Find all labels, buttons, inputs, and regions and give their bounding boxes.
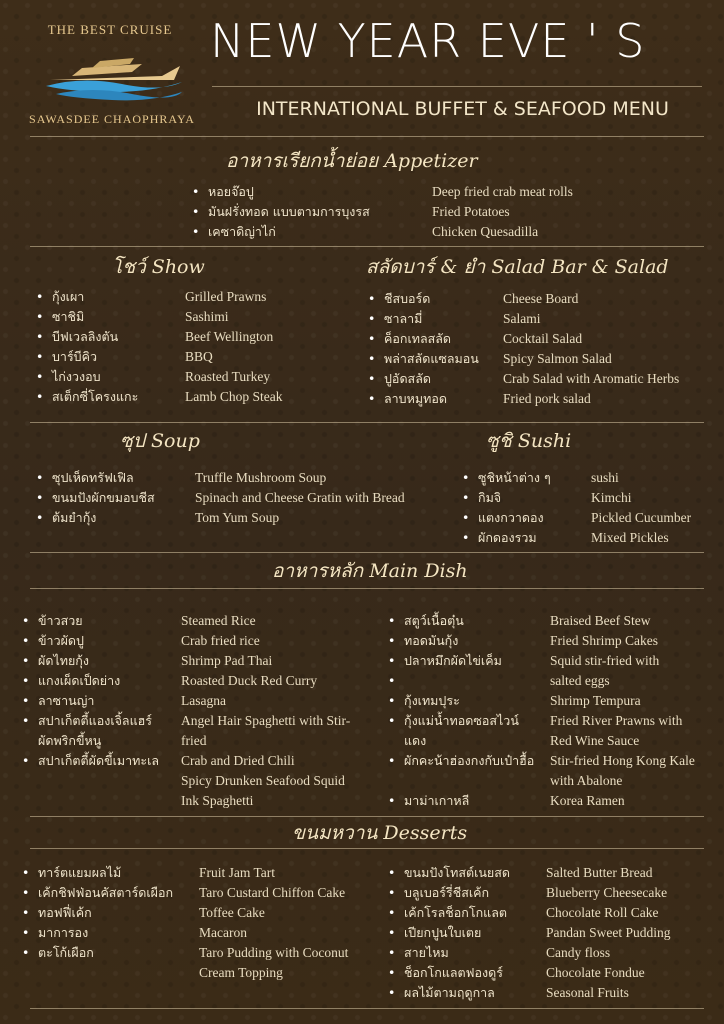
list-item: BBQ [185,349,213,364]
list-item: • ต้มยำกุ้ง [34,508,155,528]
list-item: Fried Potatoes [432,204,510,219]
list-item: • ข้าวผัดปู [20,631,159,651]
list-item: Seasonal Fruits [546,985,629,1000]
list-item: Korea Ramen [550,793,625,808]
sushi-thai-list [460,468,551,548]
list-item [386,771,534,791]
list-item: Fried pork salad [503,391,591,406]
list-item: Fruit Jam Tart [199,865,276,880]
sushi-english-list [591,468,691,548]
list-item: • เปียกปูนใบเตย [386,923,510,943]
list-item: • แกงเผ็ดเป็ดย่าง [20,671,159,691]
salad-english-list [503,289,679,409]
list-item: • ชีสบอร์ด [366,289,479,309]
list-item: Roasted Turkey [185,369,271,384]
list-item: Salted Butter Bread [546,865,653,880]
list-item: Taro Pudding with Coconut [199,945,349,960]
list-item: Taro Custard Chiffon Cake [199,885,346,900]
list-item: Roasted Duck Red Curry [181,673,318,688]
list-item: Stir-fried Hong Kong Kale [550,753,695,768]
list-item: • ขนมปังผักขมอบชีส [34,488,155,508]
desserts-left-english-list [199,863,348,983]
list-item: • ผักดองรวม [460,528,551,548]
list-item: • กิมจิ [460,488,551,508]
list-item: • ปูอัดสลัด [366,369,479,389]
list-item: Truffle Mushroom Soup [195,470,327,485]
list-item: ผัดพริกขี้หนู [38,733,102,748]
page-title: NEW YEAR EVE ' S [210,14,646,68]
list-item: • ซาลามี่ [366,309,479,329]
list-item: • มาการอง [20,923,173,943]
cruise-ship-logo-icon [42,46,187,108]
list-item: • ผักคะน้าฮ่องกงกับเป๋าฮื้อ [386,751,534,771]
list-item: Chocolate Roll Cake [546,905,659,920]
list-item: Ink Spaghetti [181,793,254,808]
list-item: • กุ้งเผา [34,287,138,307]
list-item: • สเต็กซี่โครงแกะ [34,387,138,407]
list-item: • เค้กชิฟฟ่อนคัสตาร์ดเผือก [20,883,173,903]
list-item: • ซาชิมิ [34,307,138,327]
desserts-heading: ขนมหวาน Desserts [292,822,468,844]
soup-heading: ซุป Soup [120,430,200,452]
list-item: Cocktail Salad [503,331,583,346]
list-item: • บีฟเวลลิงตัน [34,327,138,347]
list-item: Tom Yum Soup [195,510,280,525]
list-item: Macaron [199,925,247,940]
desserts-left-thai-list [20,863,173,963]
desserts-right-thai-list [386,863,510,1003]
show-english-list [185,287,283,407]
list-item: Toffee Cake [199,905,265,920]
list-item: • พล่าสลัดแซลมอน [366,349,479,369]
list-item: แดง [404,733,427,748]
divider [30,136,704,137]
list-item: • ซูชิหน้าต่าง ๆ [460,468,551,488]
list-item: • เคซาดิญ่าไก่ [190,222,370,242]
list-item: Shrimp Tempura [550,693,641,708]
list-item: Spicy Salmon Salad [503,351,612,366]
list-item: sushi [591,470,619,485]
soup-english-list [195,468,405,528]
main-right-thai-list [386,611,534,811]
list-item: Chicken Quesadilla [432,224,539,239]
list-item: Sashimi [185,309,229,324]
list-item: • มันฝรั่งทอด แบบตามการบุงรส [190,202,370,222]
divider [30,246,704,247]
list-item: • สายไหม [386,943,510,963]
main-left-english-list [181,611,350,811]
list-item: • มาม่าเกาหลี [386,791,534,811]
list-item: • ข้าวสวย [20,611,159,631]
list-item: Beef Wellington [185,329,274,344]
list-item: Mixed Pickles [591,530,669,545]
list-item [386,671,534,691]
list-item: • ลาบหมูทอด [366,389,479,409]
list-item: • ลาซานญ่า [20,691,159,711]
list-item: Crab fried rice [181,633,260,648]
list-item: fried [181,733,207,748]
list-item: Spicy Drunken Seafood Squid [181,773,345,788]
show-heading: โชว์ Show [112,256,205,278]
list-item: • กุ้งแม่น้ำทอดซอสไวน์ [386,711,534,731]
list-item: • ไก่งวงอบ [34,367,138,387]
main-right-english-list [550,611,695,811]
divider [30,1008,704,1009]
list-item: Red Wine Sauce [550,733,640,748]
list-item: • ค็อกเทลสลัด [366,329,479,349]
list-item: salted eggs [550,673,610,688]
list-item: with Abalone [550,773,623,788]
list-item: Cream Topping [199,965,283,980]
list-item: • ทอดมันกุ้ง [386,631,534,651]
list-item: Candy floss [546,945,611,960]
list-item: • ช็อกโกแลตฟองดูร์ [386,963,510,983]
logo-bottom-text: SAWASDEE CHAOPHRAYA [29,112,195,126]
main-dish-heading: อาหารหลัก Main Dish [272,560,468,582]
list-item: • สปาเก็ตตี้แองเจิ้ลแฮร์ [20,711,159,731]
list-item: Blueberry Cheesecake [546,885,668,900]
list-item: Lamb Chop Steak [185,389,283,404]
list-item: Braised Beef Stew [550,613,651,628]
page-subtitle: INTERNATIONAL BUFFET & SEAFOOD MENU [256,98,669,120]
list-item: Kimchi [591,490,632,505]
list-item: • ผัดไทยกุ้ง [20,651,159,671]
list-item: Angel Hair Spaghetti with Stir- [181,713,351,728]
divider [30,848,704,849]
list-item: Pandan Sweet Pudding [546,925,671,940]
list-item: • เค้กโรลช็อกโกแลต [386,903,510,923]
list-item: Crab and Dried Chili [181,753,295,768]
list-item: Fried River Prawns with [550,713,683,728]
list-item: Pickled Cucumber [591,510,692,525]
list-item: • ขนมปังโทสต์เนยสด [386,863,510,883]
list-item: Chocolate Fondue [546,965,645,980]
list-item: • หอยจ๊อปู [190,182,370,202]
list-item: Lasagna [181,693,226,708]
divider [30,552,704,553]
list-item: Cheese Board [503,291,579,306]
list-item: Fried Shrimp Cakes [550,633,658,648]
show-thai-list [34,287,138,407]
list-item: • แตงกวาดอง [460,508,551,528]
logo-top-text: THE BEST CRUISE [47,22,173,37]
list-item: • ผลไม้ตามฤดูกาล [386,983,510,1003]
divider [212,86,702,87]
main-left-thai-list [20,611,159,771]
list-item: • ทอฟฟี่เค้ก [20,903,173,923]
list-item: • สตูว์เนื้อตุ๋น [386,611,534,631]
sushi-heading: ซูชิ Sushi [486,430,572,452]
list-item: • สปาเก็ตตี้ผัดขี้เมาทะเล [20,751,159,771]
salad-thai-list [366,289,479,409]
list-item: Squid stir-fried with [550,653,660,668]
list-item: Grilled Prawns [185,289,267,304]
soup-thai-list [34,468,155,528]
list-item: • ซุปเห็ดทรัฟเฟิล [34,468,155,488]
appetizer-heading: อาหารเรียกน้ำย่อย Appetizer [226,150,478,172]
list-item: • ปลาหมึกผัดไข่เค็ม [386,651,534,671]
list-item: • บาร์บีคิว [34,347,138,367]
list-item: Salami [503,311,541,326]
divider [30,422,704,423]
list-item: Spinach and Cheese Gratin with Bread [195,490,405,505]
list-item: Deep fried crab meat rolls [432,184,573,199]
list-item: • กุ้งเทมปุระ [386,691,534,711]
list-item: • บลูเบอร์รี่ชีสเค้ก [386,883,510,903]
divider [30,816,704,817]
appetizer-english-list [432,182,573,242]
divider [30,588,704,589]
list-item: Shrimp Pad Thai [181,653,273,668]
salad-heading: สลัดบาร์ & ยำ Salad Bar & Salad [366,256,669,278]
list-item: Crab Salad with Aromatic Herbs [503,371,680,386]
list-item: • ตะโก้เผือก [20,943,173,963]
list-item: Steamed Rice [181,613,256,628]
list-item: • ทาร์ตแยมผลไม้ [20,863,173,883]
desserts-right-english-list [546,863,671,1003]
appetizer-thai-list [190,182,370,242]
